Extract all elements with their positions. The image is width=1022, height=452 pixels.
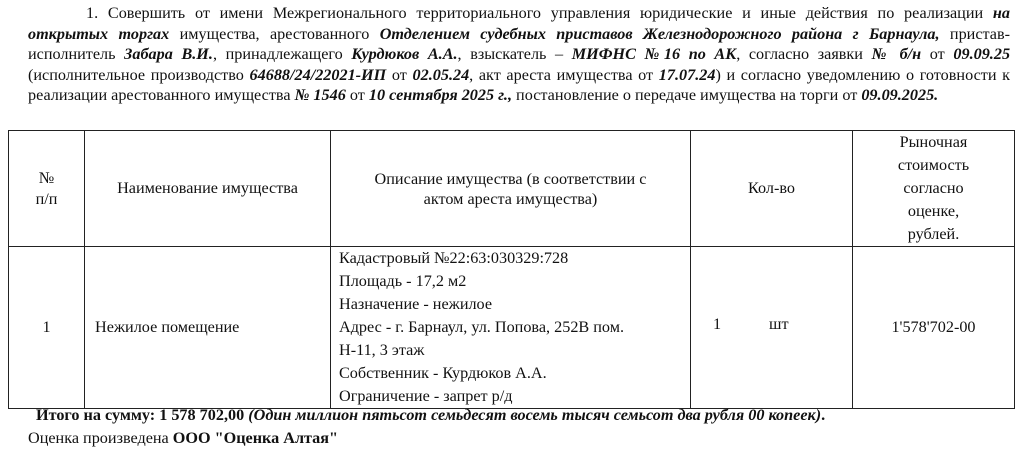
address: Адрес - г. Барнаул, ул. Попова, 252В пом. (339, 318, 625, 336)
header-price-line: согласно (903, 179, 964, 197)
paragraph-body (28, 3, 1010, 106)
auction-type: на открытых торгах (28, 4, 1010, 43)
appraisal-label: Оценка произведена (28, 429, 173, 447)
bailiff-department: Отделением судебных приставов Железнодорожного района г Барнаула, (379, 24, 940, 43)
header-quantity: Кол-во (691, 131, 853, 247)
appraisal-company: ООО "Оценка Алтая" (172, 429, 339, 447)
paragraph-text: (исполнительное производство (28, 65, 250, 84)
header-num-line: № (38, 169, 55, 187)
header-price-line: оценке, (907, 202, 960, 220)
paragraph-text: от (345, 86, 369, 104)
total-sum (36, 405, 825, 426)
table-header-row (9, 131, 1015, 247)
header-price-line: рублей. (907, 225, 960, 243)
owner: Собственник - Курдюков А.А. (339, 364, 547, 382)
total-period: . (821, 406, 826, 424)
arrest-date: 17.07.24 (658, 65, 716, 84)
owner-name: Курдюков А.А. (351, 45, 458, 63)
header-description (331, 131, 691, 247)
row-num: 1 (9, 247, 85, 409)
quantity-value: 1 (713, 315, 722, 333)
enforcement-date: 02.05.24 (412, 65, 470, 84)
transfer-date: 09.09.2025. (861, 86, 939, 104)
paragraph-text: имущества, арестованного (169, 24, 380, 43)
enforcement-number: 64688/24/22021-ИП (249, 65, 387, 84)
header-desc-line: Описание имущества (в соответствии с (374, 169, 647, 188)
property-table (8, 130, 1015, 409)
table-row (9, 247, 1015, 409)
restriction: Ограничение - запрет р/д (339, 387, 513, 405)
header-num (9, 131, 85, 247)
notice-date: 10 сентября 2025 г., (368, 86, 512, 104)
application-number: № б/н (871, 45, 922, 63)
paragraph-text: , акт ареста имущества от (469, 65, 659, 84)
claimant-name: МИФНС №16 по АК (571, 45, 737, 63)
row-quantity (691, 247, 853, 409)
quantity-unit: шт (769, 315, 789, 333)
header-name: Наименование имущества (85, 131, 331, 247)
area: Площадь - 17,2 м2 (339, 272, 467, 290)
address-continued: Н-11, 3 этаж (339, 341, 425, 359)
row-price: 1'578'702-00 (853, 247, 1015, 409)
application-date: 09.09.25 (953, 45, 1011, 63)
bailiff-name: Забара В.И. (124, 45, 213, 63)
cadastral-number: Кадастровый №22:63:030329:728 (339, 249, 569, 267)
total-label: Итого на сумму: 1 578 702,00 (36, 406, 249, 424)
paragraph-text: 1. Совершить от имени Межрегионального территориального управления юридические и иные действия по реализации (86, 4, 993, 22)
paragraph-text: от (921, 45, 954, 63)
row-description (331, 247, 691, 409)
notice-number: № 1546 (294, 86, 346, 104)
paragraph-text: , согласно заявки (736, 45, 872, 63)
header-price-line: Рыночная (899, 133, 968, 151)
paragraph-text: ) и согласно уведомлению о готовности к реализации арестованного имущества (28, 65, 1011, 104)
order-paragraph (28, 3, 1010, 106)
purpose: Назначение - нежилое (339, 295, 493, 313)
paragraph-text: постановление о передаче имущества на торги от (512, 86, 862, 104)
paragraph-text: от (386, 65, 413, 84)
paragraph-text: , принадлежащего (212, 45, 352, 63)
header-price-line: стоимость (897, 156, 970, 174)
paragraph-text: , взыскатель – (457, 45, 572, 63)
row-name: Нежилое помещение (85, 247, 331, 409)
paragraph-text: пристав-исполнитель (28, 24, 1010, 63)
header-price (853, 131, 1015, 247)
appraisal-note (28, 428, 338, 449)
header-desc-line: актом ареста имущества) (423, 189, 598, 208)
header-num-line: п/п (35, 189, 58, 208)
total-in-words: (Один миллион пятьсот семьдесят восемь тысяч семьсот два рубля 00 копеек) (248, 406, 822, 424)
